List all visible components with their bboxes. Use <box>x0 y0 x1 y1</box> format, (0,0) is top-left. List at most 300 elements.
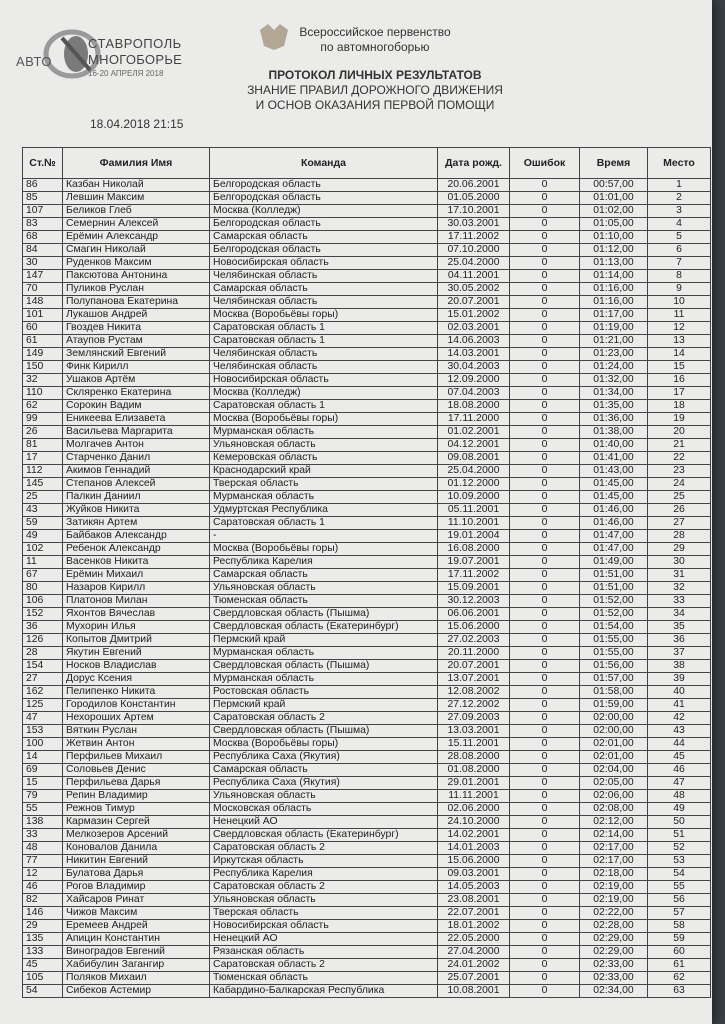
cell-name: Гвоздев Никита <box>63 322 210 335</box>
cell-num: 28 <box>23 647 63 660</box>
cell-team: Челябинская область <box>210 348 438 361</box>
cell-num: 149 <box>23 348 63 361</box>
cell-date: 12.08.2002 <box>438 686 510 699</box>
cell-date: 04.12.2001 <box>438 439 510 452</box>
cell-date: 04.11.2001 <box>438 270 510 283</box>
cell-errors: 0 <box>510 699 580 712</box>
cell-num: 125 <box>23 699 63 712</box>
cell-num: 146 <box>23 907 63 920</box>
cell-place: 19 <box>648 413 711 426</box>
cell-time: 02:19,00 <box>580 894 648 907</box>
cell-name: Землянский Евгений <box>63 348 210 361</box>
cell-team: Самарская область <box>210 231 438 244</box>
cell-time: 02:14,00 <box>580 829 648 842</box>
cell-date: 15.09.2001 <box>438 582 510 595</box>
cell-team: Саратовская область 1 <box>210 400 438 413</box>
cell-team: Москва (Воробьёвы горы) <box>210 543 438 556</box>
cell-num: 11 <box>23 556 63 569</box>
cell-place: 3 <box>648 205 711 218</box>
cell-name: Затикян Артем <box>63 517 210 530</box>
cell-time: 02:22,00 <box>580 907 648 920</box>
cell-team: Рязанская область <box>210 946 438 959</box>
cell-time: 01:47,00 <box>580 530 648 543</box>
cell-team: Ульяновская область <box>210 790 438 803</box>
table-row <box>23 231 711 244</box>
col-header-place: Место <box>648 148 711 179</box>
cell-place: 27 <box>648 517 711 530</box>
table-row <box>23 855 711 868</box>
cell-errors: 0 <box>510 777 580 790</box>
cell-date: 20.07.2001 <box>438 296 510 309</box>
cell-team: Краснодарский край <box>210 465 438 478</box>
cell-time: 02:05,00 <box>580 777 648 790</box>
table-row <box>23 790 711 803</box>
cell-date: 25.04.2000 <box>438 257 510 270</box>
cell-team: Саратовская область 2 <box>210 842 438 855</box>
cell-place: 37 <box>648 647 711 660</box>
cell-time: 01:21,00 <box>580 335 648 348</box>
cell-time: 01:45,00 <box>580 478 648 491</box>
cell-name: Перфильев Михаил <box>63 751 210 764</box>
cell-name: Смагин Николай <box>63 244 210 257</box>
cell-place: 36 <box>648 634 711 647</box>
cell-errors: 0 <box>510 322 580 335</box>
cell-num: 107 <box>23 205 63 218</box>
cell-num: 133 <box>23 946 63 959</box>
cell-name: Еникеева Елизавета <box>63 413 210 426</box>
table-row <box>23 205 711 218</box>
cell-name: Кармазин Сергей <box>63 816 210 829</box>
cell-time: 01:05,00 <box>580 218 648 231</box>
cell-errors: 0 <box>510 933 580 946</box>
table-row <box>23 621 711 634</box>
cell-place: 59 <box>648 933 711 946</box>
cell-errors: 0 <box>510 205 580 218</box>
cell-time: 01:46,00 <box>580 517 648 530</box>
cell-time: 02:34,00 <box>580 985 648 998</box>
cell-time: 01:56,00 <box>580 660 648 673</box>
cell-time: 02:33,00 <box>580 959 648 972</box>
cell-name: Беликов Глеб <box>63 205 210 218</box>
cell-date: 14.01.2003 <box>438 842 510 855</box>
cell-team: Белгородская область <box>210 244 438 257</box>
cell-time: 01:23,00 <box>580 348 648 361</box>
cell-place: 16 <box>648 374 711 387</box>
table-row <box>23 608 711 621</box>
cell-name: Скляренко Екатерина <box>63 387 210 400</box>
cell-name: Чижов Максим <box>63 907 210 920</box>
cell-time: 01:10,00 <box>580 231 648 244</box>
cell-team: Кабардино-Балкарская Республика <box>210 985 438 998</box>
cell-name: Носков Владислав <box>63 660 210 673</box>
cell-name: Коновалов Данила <box>63 842 210 855</box>
table-row <box>23 543 711 556</box>
table-row <box>23 192 711 205</box>
cell-team: Челябинская область <box>210 270 438 283</box>
cell-place: 63 <box>648 985 711 998</box>
cell-time: 01:34,00 <box>580 387 648 400</box>
cell-name: Режнов Тимур <box>63 803 210 816</box>
cell-place: 20 <box>648 426 711 439</box>
cell-num: 80 <box>23 582 63 595</box>
cell-date: 23.08.2001 <box>438 894 510 907</box>
cell-time: 00:57,00 <box>580 179 648 192</box>
cell-date: 13.07.2001 <box>438 673 510 686</box>
cell-time: 01:41,00 <box>580 452 648 465</box>
cell-name: Дорус Ксения <box>63 673 210 686</box>
cell-place: 10 <box>648 296 711 309</box>
cell-errors: 0 <box>510 647 580 660</box>
cell-errors: 0 <box>510 946 580 959</box>
cell-name: Левшин Максим <box>63 192 210 205</box>
cell-errors: 0 <box>510 491 580 504</box>
cell-num: 138 <box>23 816 63 829</box>
cell-place: 54 <box>648 868 711 881</box>
cell-name: Апицин Константин <box>63 933 210 946</box>
cell-errors: 0 <box>510 621 580 634</box>
cell-team: Республика Саха (Якутия) <box>210 777 438 790</box>
cell-date: 13.03.2001 <box>438 725 510 738</box>
cell-time: 01:47,00 <box>580 543 648 556</box>
cell-time: 01:16,00 <box>580 296 648 309</box>
cell-date: 30.04.2003 <box>438 361 510 374</box>
cell-name: Пелипенко Никита <box>63 686 210 699</box>
cell-time: 01:51,00 <box>580 569 648 582</box>
cell-date: 18.01.2002 <box>438 920 510 933</box>
col-header-date: Дата рожд. <box>438 148 510 179</box>
cell-errors: 0 <box>510 413 580 426</box>
cell-errors: 0 <box>510 257 580 270</box>
cell-errors: 0 <box>510 959 580 972</box>
cell-time: 02:01,00 <box>580 738 648 751</box>
cell-team: Тверская область <box>210 478 438 491</box>
cell-errors: 0 <box>510 387 580 400</box>
cell-num: 77 <box>23 855 63 868</box>
table-row <box>23 517 711 530</box>
cell-errors: 0 <box>510 192 580 205</box>
cell-team: Белгородская область <box>210 179 438 192</box>
cell-team: Мурманская область <box>210 647 438 660</box>
cell-team: Республика Карелия <box>210 556 438 569</box>
cell-time: 01:01,00 <box>580 192 648 205</box>
table-row <box>23 972 711 985</box>
cell-name: Рогов Владимир <box>63 881 210 894</box>
cell-name: Палкин Даниил <box>63 491 210 504</box>
table-row <box>23 335 711 348</box>
cell-errors: 0 <box>510 894 580 907</box>
cell-date: 18.08.2000 <box>438 400 510 413</box>
cell-team: Иркутская область <box>210 855 438 868</box>
table-row <box>23 387 711 400</box>
cell-time: 01:43,00 <box>580 465 648 478</box>
cell-team: Свердловская область (Екатеринбург) <box>210 621 438 634</box>
cell-team: Мурманская область <box>210 426 438 439</box>
cell-place: 31 <box>648 569 711 582</box>
cell-num: 27 <box>23 673 63 686</box>
col-header-time: Время <box>580 148 648 179</box>
col-header-errors: Ошибок <box>510 148 580 179</box>
cell-team: Свердловская область (Екатеринбург) <box>210 829 438 842</box>
table-row <box>23 413 711 426</box>
cell-num: 45 <box>23 959 63 972</box>
cell-time: 01:24,00 <box>580 361 648 374</box>
cell-team: Саратовская область 2 <box>210 881 438 894</box>
cell-date: 17.11.2002 <box>438 569 510 582</box>
cell-num: 99 <box>23 413 63 426</box>
cell-errors: 0 <box>510 634 580 647</box>
cell-errors: 0 <box>510 803 580 816</box>
cell-team: Новосибирская область <box>210 920 438 933</box>
cell-name: Паксютова Антонина <box>63 270 210 283</box>
cell-errors: 0 <box>510 920 580 933</box>
cell-errors: 0 <box>510 569 580 582</box>
cell-place: 15 <box>648 361 711 374</box>
cell-num: 110 <box>23 387 63 400</box>
cell-name: Васенков Никита <box>63 556 210 569</box>
cell-errors: 0 <box>510 270 580 283</box>
cell-place: 25 <box>648 491 711 504</box>
cell-time: 02:19,00 <box>580 881 648 894</box>
cell-date: 11.11.2001 <box>438 790 510 803</box>
table-row <box>23 439 711 452</box>
table-row <box>23 777 711 790</box>
table-row <box>23 946 711 959</box>
cell-place: 7 <box>648 257 711 270</box>
cell-errors: 0 <box>510 582 580 595</box>
cell-team: Свердловская область (Пышма) <box>210 660 438 673</box>
cell-time: 02:28,00 <box>580 920 648 933</box>
cell-errors: 0 <box>510 907 580 920</box>
cell-errors: 0 <box>510 673 580 686</box>
cell-errors: 0 <box>510 790 580 803</box>
cell-name: Руденков Максим <box>63 257 210 270</box>
table-row <box>23 257 711 270</box>
cell-time: 02:18,00 <box>580 868 648 881</box>
cell-date: 17.10.2001 <box>438 205 510 218</box>
cell-errors: 0 <box>510 725 580 738</box>
cell-date: 09.08.2001 <box>438 452 510 465</box>
cell-time: 02:06,00 <box>580 790 648 803</box>
cell-date: 17.11.2000 <box>438 413 510 426</box>
cell-date: 24.01.2002 <box>438 959 510 972</box>
cell-date: 15.01.2002 <box>438 309 510 322</box>
table-row <box>23 218 711 231</box>
protocol-timestamp: 18.04.2018 21:15 <box>90 117 184 131</box>
results-body <box>23 179 711 998</box>
cell-num: 69 <box>23 764 63 777</box>
cell-errors: 0 <box>510 972 580 985</box>
table-row <box>23 400 711 413</box>
cell-num: 81 <box>23 439 63 452</box>
cell-num: 70 <box>23 283 63 296</box>
cell-time: 02:29,00 <box>580 946 648 959</box>
cell-place: 21 <box>648 439 711 452</box>
cell-time: 01:14,00 <box>580 270 648 283</box>
cell-name: Жуйков Никита <box>63 504 210 517</box>
cell-name: Перфильева Дарья <box>63 777 210 790</box>
cell-errors: 0 <box>510 309 580 322</box>
cell-team: Ульяновская область <box>210 894 438 907</box>
cell-place: 40 <box>648 686 711 699</box>
cell-place: 39 <box>648 673 711 686</box>
cell-errors: 0 <box>510 751 580 764</box>
cell-time: 01:55,00 <box>580 647 648 660</box>
cell-num: 147 <box>23 270 63 283</box>
table-row <box>23 348 711 361</box>
cell-name: Атаупов Рустам <box>63 335 210 348</box>
cell-name: Васильева Маргарита <box>63 426 210 439</box>
cell-team: Москва (Воробьёвы горы) <box>210 413 438 426</box>
cell-name: Полупанова Екатерина <box>63 296 210 309</box>
cell-num: 32 <box>23 374 63 387</box>
cell-num: 162 <box>23 686 63 699</box>
table-row <box>23 179 711 192</box>
col-header-team: Команда <box>210 148 438 179</box>
cell-name: Якутин Евгений <box>63 647 210 660</box>
cell-place: 51 <box>648 829 711 842</box>
cell-num: 126 <box>23 634 63 647</box>
cell-team: Тверская область <box>210 907 438 920</box>
cell-team: Саратовская область 1 <box>210 517 438 530</box>
cell-date: 14.05.2003 <box>438 881 510 894</box>
cell-team: Московская область <box>210 803 438 816</box>
table-row <box>23 556 711 569</box>
table-row <box>23 595 711 608</box>
cell-num: 33 <box>23 829 63 842</box>
table-row <box>23 803 711 816</box>
cell-date: 11.10.2001 <box>438 517 510 530</box>
cell-date: 22.05.2000 <box>438 933 510 946</box>
cell-num: 25 <box>23 491 63 504</box>
cell-num: 153 <box>23 725 63 738</box>
cell-date: 20.07.2001 <box>438 660 510 673</box>
cell-num: 79 <box>23 790 63 803</box>
cell-num: 145 <box>23 478 63 491</box>
cell-team: Свердловская область (Пышма) <box>210 608 438 621</box>
table-row <box>23 907 711 920</box>
cell-num: 112 <box>23 465 63 478</box>
cell-num: 36 <box>23 621 63 634</box>
cell-team: Тюменская область <box>210 595 438 608</box>
table-row <box>23 530 711 543</box>
cell-errors: 0 <box>510 530 580 543</box>
cell-date: 01.02.2001 <box>438 426 510 439</box>
cell-date: 25.04.2000 <box>438 465 510 478</box>
cell-num: 59 <box>23 517 63 530</box>
cell-date: 06.06.2001 <box>438 608 510 621</box>
table-row <box>23 920 711 933</box>
cell-place: 17 <box>648 387 711 400</box>
cell-team: Саратовская область 1 <box>210 322 438 335</box>
cell-errors: 0 <box>510 426 580 439</box>
cell-team: Челябинская область <box>210 296 438 309</box>
cell-num: 15 <box>23 777 63 790</box>
cell-date: 05.11.2001 <box>438 504 510 517</box>
cell-name: Мухорин Илья <box>63 621 210 634</box>
cell-place: 22 <box>648 452 711 465</box>
cell-errors: 0 <box>510 686 580 699</box>
cell-team: Белгородская область <box>210 192 438 205</box>
logo-text-auto: АВТО <box>16 54 52 69</box>
cell-date: 14.02.2001 <box>438 829 510 842</box>
cell-errors: 0 <box>510 283 580 296</box>
cell-time: 01:38,00 <box>580 426 648 439</box>
header-line-1: Всероссийское первенство <box>299 25 451 39</box>
table-row <box>23 829 711 842</box>
cell-name: Акимов Геннадий <box>63 465 210 478</box>
cell-num: 148 <box>23 296 63 309</box>
cell-place: 29 <box>648 543 711 556</box>
table-row <box>23 270 711 283</box>
cell-time: 01:36,00 <box>580 413 648 426</box>
cell-num: 60 <box>23 322 63 335</box>
table-row <box>23 647 711 660</box>
cell-errors: 0 <box>510 465 580 478</box>
cell-team: Ненецкий АО <box>210 816 438 829</box>
cell-place: 1 <box>648 179 711 192</box>
cell-place: 5 <box>648 231 711 244</box>
cell-date: 09.03.2001 <box>438 868 510 881</box>
cell-team: Мурманская область <box>210 673 438 686</box>
cell-time: 01:13,00 <box>580 257 648 270</box>
logo-text-city: СТАВРОПОЛЬ <box>88 36 182 51</box>
table-row <box>23 426 711 439</box>
cell-num: 106 <box>23 595 63 608</box>
cell-num: 29 <box>23 920 63 933</box>
cell-date: 10.08.2001 <box>438 985 510 998</box>
cell-name: Семернин Алексей <box>63 218 210 231</box>
cell-name: Нехороших Артем <box>63 712 210 725</box>
table-row <box>23 842 711 855</box>
table-row <box>23 569 711 582</box>
cell-place: 62 <box>648 972 711 985</box>
cell-date: 02.03.2001 <box>438 322 510 335</box>
cell-time: 01:02,00 <box>580 205 648 218</box>
cell-place: 38 <box>648 660 711 673</box>
cell-time: 02:01,00 <box>580 751 648 764</box>
cell-errors: 0 <box>510 608 580 621</box>
cell-errors: 0 <box>510 543 580 556</box>
cell-name: Булатова Дарья <box>63 868 210 881</box>
cell-num: 150 <box>23 361 63 374</box>
cell-team: Саратовская область 2 <box>210 959 438 972</box>
cell-num: 85 <box>23 192 63 205</box>
cell-name: Репин Владимир <box>63 790 210 803</box>
cell-time: 01:12,00 <box>580 244 648 257</box>
cell-name: Степанов Алексей <box>63 478 210 491</box>
cell-name: Городилов Константин <box>63 699 210 712</box>
cell-name: Назаров Кирилл <box>63 582 210 595</box>
cell-name: Ерёмин Михаил <box>63 569 210 582</box>
cell-place: 45 <box>648 751 711 764</box>
cell-team: Челябинская область <box>210 361 438 374</box>
logo-text-multi: МНОГОБОРЬЕ <box>88 52 183 67</box>
cell-name: Ерёмин Александр <box>63 231 210 244</box>
cell-num: 26 <box>23 426 63 439</box>
cell-time: 01:35,00 <box>580 400 648 413</box>
cell-time: 01:32,00 <box>580 374 648 387</box>
cell-name: Еремеев Андрей <box>63 920 210 933</box>
cell-errors: 0 <box>510 764 580 777</box>
cell-name: Вяткин Руслан <box>63 725 210 738</box>
table-row <box>23 894 711 907</box>
col-header-num: Ст.№ <box>23 148 63 179</box>
cell-errors: 0 <box>510 985 580 998</box>
cell-name: Хабибулин Загангир <box>63 959 210 972</box>
cell-name: Копытов Дмитрий <box>63 634 210 647</box>
cell-time: 01:58,00 <box>580 686 648 699</box>
cell-date: 28.08.2000 <box>438 751 510 764</box>
